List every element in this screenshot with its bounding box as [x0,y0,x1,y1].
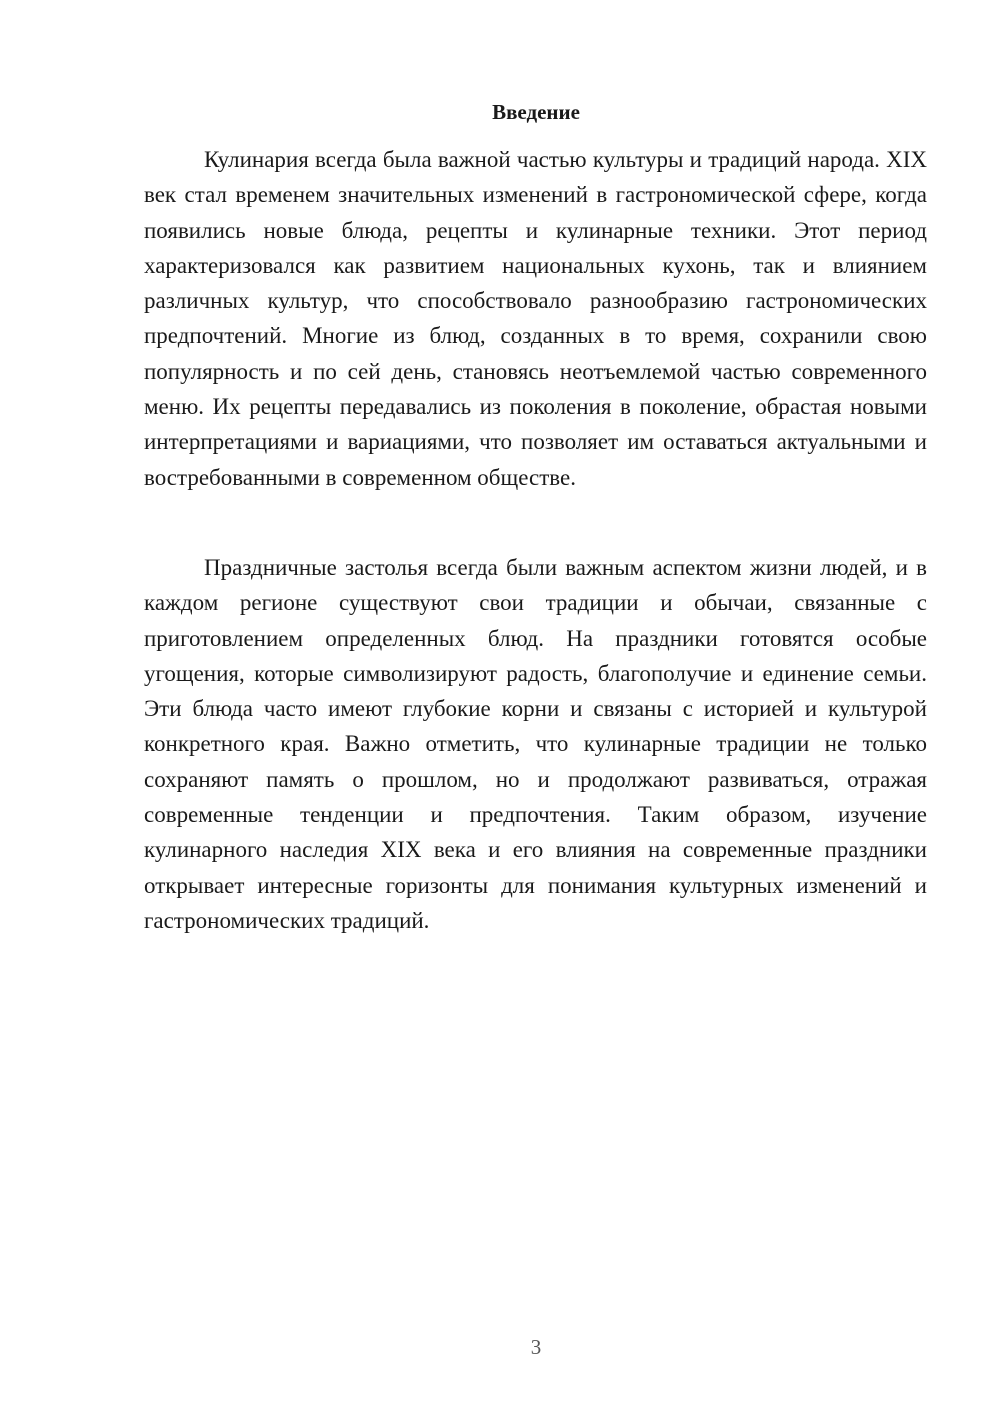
paragraph-introduction: Кулинария всегда была важной частью культуры и традиций народа. XIX век стал временем значительных изменений в гастрономической сфере, когда появились новые блюда, рецепты и кулинарные техники. Этот период характеризовался как развитием национальных кухонь, так и влиянием различных культур, что способствовало разнообразию гастрономических предпочтений. Многие из блюд, созданных в то время, сохранили свою популярность и по сей день, становясь неотъемлемой частью современного меню. Их рецепты передавались из поколения в поколение, обрастая новыми интерпретациями и вариациями, что позволяет им оставаться актуальными и востребованными в современном обществе. [144,147,927,490]
section-heading: Введение [492,100,580,124]
page-number: 3 [530,1335,542,1359]
paragraph-festive-feasts: Праздничные застолья всегда были важным аспектом жизни людей, и в каждом регионе существуют свои традиции и обычаи, связанные с приготовлением определенных блюд. На праздники готовятся особые угощения, которые символизируют радость, благополучие и единение семьи. Эти блюда часто имеют глубокие корни и связаны с историей и культурой конкретного края. Важно отметить, что кулинарные традиции не только сохраняют память о прошлом, но и продолжают развиваться, отражая современные тенденции и предпочтения. Таким образом, изучение кулинарного наследия XIX века и его влияния на современные праздники открывает интересные горизонты для понимания культурных изменений и гастрономических традиций. [144,555,927,933]
